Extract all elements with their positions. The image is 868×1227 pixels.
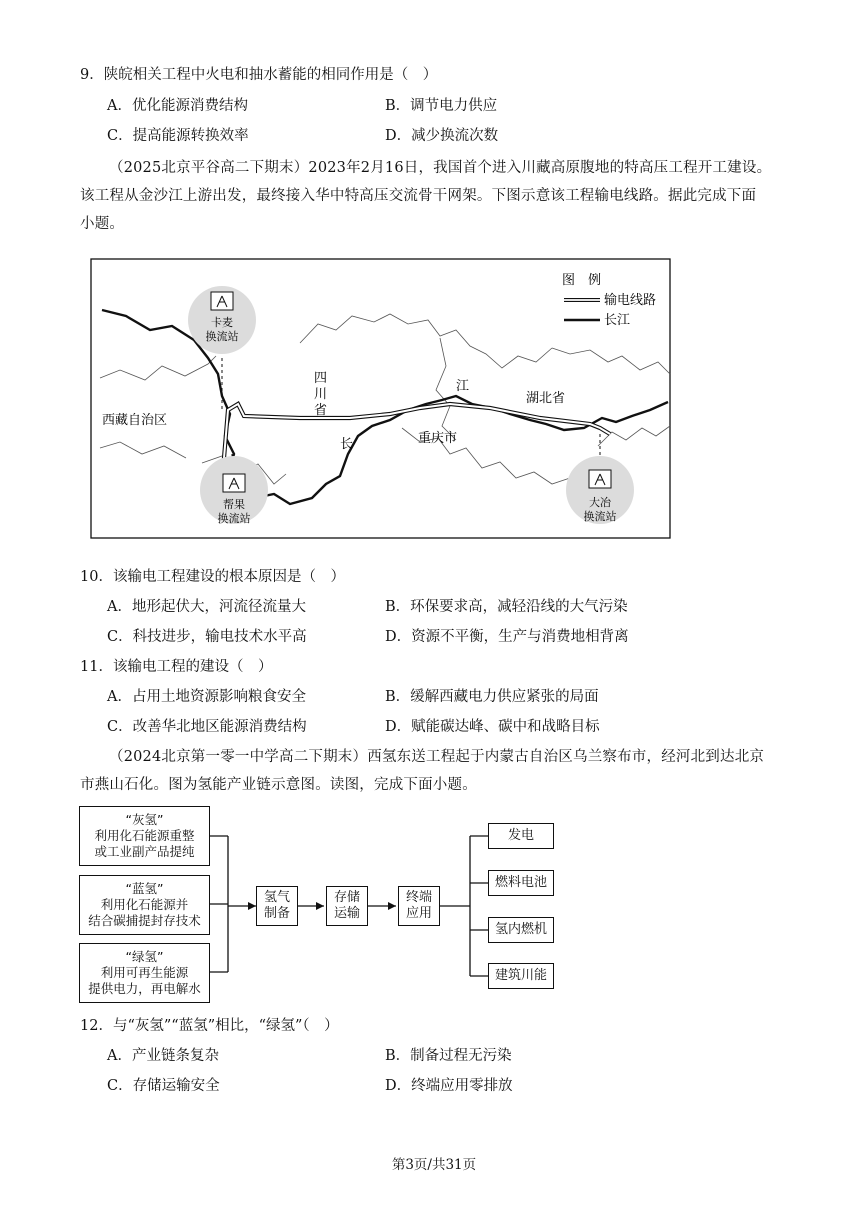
label-sichuan-1: 四 — [314, 371, 328, 386]
q9-option-b[interactable]: B．调节电力供应 — [385, 98, 498, 114]
tower-icon — [211, 292, 233, 310]
output-building-energy — [488, 963, 554, 989]
material-paragraph-2 — [80, 743, 792, 799]
grey-hydrogen-title: “灰氢” — [125, 812, 164, 827]
legend-title: 图 例 — [562, 273, 602, 288]
label-hubei: 湖北省 — [526, 391, 566, 406]
blue-hydrogen-box — [79, 875, 210, 935]
storage-label-1: 存储 — [333, 890, 360, 905]
green-hydrogen-title: “绿氢” — [125, 949, 164, 964]
page-number-footer: 第3页/共31页 — [391, 1157, 477, 1173]
green-hydrogen-box — [79, 943, 210, 1003]
output-fuel-cell — [488, 870, 554, 896]
terminal-label-2: 应用 — [405, 906, 432, 921]
green-hydrogen-desc-1: 利用可再生能源 — [100, 965, 189, 980]
grey-hydrogen-box — [79, 806, 210, 866]
blue-hydrogen-desc-2: 结合碳捕提封存技术 — [88, 913, 201, 928]
material-1-line-2: 该工程从金沙江上游出发，最终接入华中特高压交流骨干网架。下图示意该工程输电线路。据此完成下面 — [80, 188, 757, 204]
q10-option-d[interactable]: D．资源不平衡，生产与消费地相背离 — [385, 629, 629, 645]
question-12-stem: 12．与“灰氢”“蓝氢”相比，“绿氢”（ ） — [80, 1018, 339, 1034]
station-kamai-name: 卡麦 — [211, 316, 233, 329]
output-power-generation — [488, 823, 554, 849]
output-3-label: 氢内燃机 — [494, 922, 547, 937]
output-hydrogen-engine — [488, 917, 554, 943]
station-kamai-label: 换流站 — [205, 330, 239, 343]
q12-option-d[interactable]: D．终端应用零排放 — [385, 1078, 513, 1094]
terminal-application-box — [398, 886, 440, 926]
material-2-line-2: 市燕山石化。图为氢能产业链示意图。读图，完成下面小题。 — [80, 777, 477, 793]
station-daye-label: 换流站 — [583, 510, 617, 523]
material-1-line-1: （2025北京平谷高二下期末）2023年2月16日，我国首个进入川藏高原腹地的特高压工程开工建设。 — [109, 160, 772, 176]
label-jiang: 江 — [456, 379, 470, 394]
q11-option-d[interactable]: D．赋能碳达峰、碳中和战略目标 — [385, 719, 600, 735]
q12-option-b[interactable]: B．制备过程无污染 — [385, 1048, 512, 1064]
station-daye — [566, 456, 634, 524]
storage-label-2: 运输 — [333, 906, 360, 921]
material-1-line-3: 小题。 — [80, 216, 125, 232]
q11-option-a[interactable]: A．占用土地资源影响粮食安全 — [107, 689, 306, 705]
transmission-line-map — [90, 258, 672, 540]
blue-hydrogen-title: “蓝氢” — [125, 881, 164, 896]
q12-option-c[interactable]: C．存储运输安全 — [107, 1078, 220, 1094]
station-bangguo-name: 帮果 — [223, 498, 245, 511]
material-paragraph-1 — [80, 154, 792, 238]
tower-icon — [223, 474, 245, 492]
q11-option-b[interactable]: B．缓解西藏电力供应紧张的局面 — [385, 689, 599, 705]
question-11-stem: 11．该输电工程的建设（ ） — [80, 659, 273, 675]
label-tibet: 西藏自治区 — [102, 413, 168, 428]
production-label-2: 制备 — [263, 906, 290, 921]
q9-option-c[interactable]: C．提高能源转换效率 — [107, 128, 249, 144]
q9-option-a[interactable]: A．优化能源消费结构 — [107, 98, 248, 114]
legend-river: 长江 — [604, 313, 631, 328]
output-4-label: 建筑川能 — [494, 968, 547, 983]
output-1-label: 发电 — [507, 828, 534, 843]
material-2-line-1: （2024北京第一零一中学高二下期末）西氢东送工程起于内蒙古自治区乌兰察布市，经河北到达北京 — [109, 749, 765, 765]
label-sichuan-3: 省 — [314, 403, 328, 418]
station-bangguo-label: 换流站 — [217, 512, 251, 525]
blue-hydrogen-desc-1: 利用化石能源并 — [100, 897, 189, 912]
label-sichuan-2: 川 — [314, 387, 328, 402]
production-label-1: 氢气 — [263, 890, 290, 905]
question-9-stem: 9．陕皖相关工程中火电和抽水蓄能的相同作用是（ ） — [80, 67, 438, 83]
tower-icon — [589, 470, 611, 488]
q11-option-c[interactable]: C．改善华北地区能源消费结构 — [107, 719, 307, 735]
label-chongqing: 重庆市 — [418, 431, 458, 446]
question-10-stem: 10．该输电工程建设的根本原因是（ ） — [80, 569, 345, 585]
output-2-label: 燃料电池 — [494, 875, 547, 890]
q9-option-d[interactable]: D．减少换流次数 — [385, 128, 499, 144]
q10-option-a[interactable]: A．地形起伏大，河流径流量大 — [107, 599, 306, 615]
grey-hydrogen-desc-2: 或工业副产品提纯 — [94, 844, 195, 859]
station-kamai — [188, 286, 256, 354]
storage-transport-box — [326, 886, 368, 926]
label-chang: 长 — [340, 437, 354, 452]
green-hydrogen-desc-2: 提供电力，再电解水 — [88, 981, 201, 996]
station-daye-name: 大冶 — [589, 496, 611, 509]
q10-option-b[interactable]: B．环保要求高，减轻沿线的大气污染 — [385, 599, 628, 615]
hydrogen-production-box — [256, 886, 298, 926]
q12-option-a[interactable]: A．产业链条复杂 — [107, 1048, 219, 1064]
legend-transmission-line: 输电线路 — [604, 293, 657, 308]
terminal-label-1: 终端 — [405, 890, 432, 905]
grey-hydrogen-desc-1: 利用化石能源重整 — [94, 828, 195, 843]
q10-option-c[interactable]: C．科技进步，输电技术水平高 — [107, 629, 307, 645]
